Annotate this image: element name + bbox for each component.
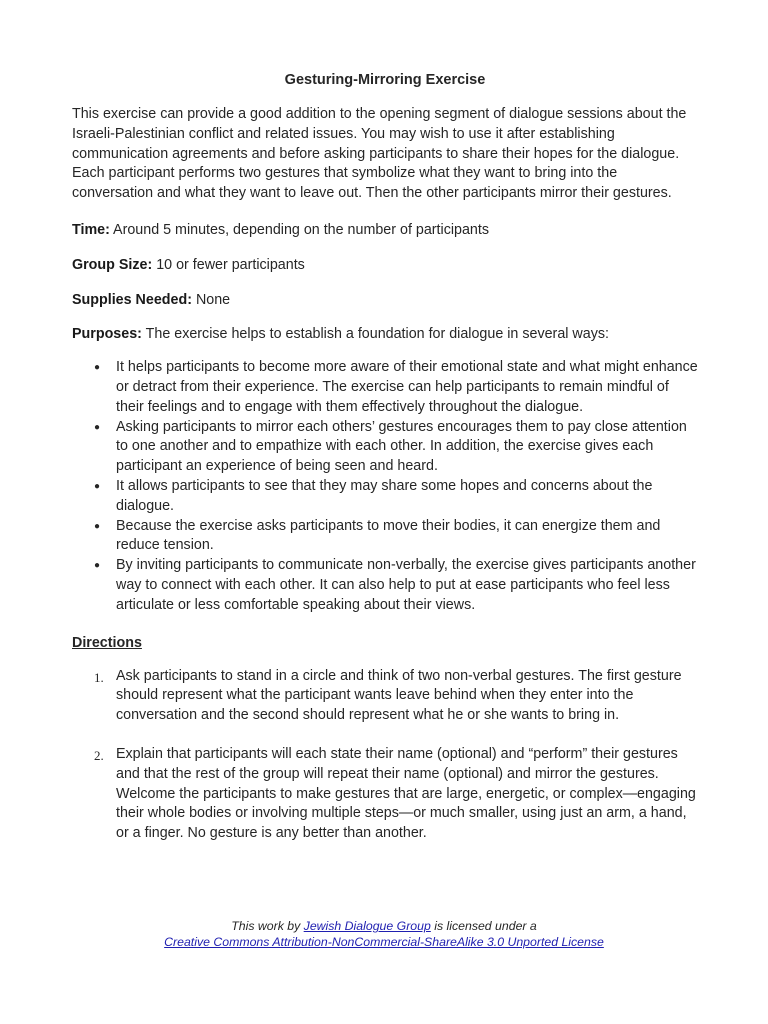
list-item — [72, 418, 698, 477]
supplies-label: Supplies Needed: — [72, 291, 192, 308]
list-item-text: It allows participants to see that they may share some hopes and concerns about the dialogue. — [116, 477, 653, 514]
jewish-dialogue-group-link[interactable]: Jewish Dialogue Group — [303, 919, 431, 933]
list-item — [72, 517, 698, 557]
creative-commons-license-link[interactable]: Creative Commons Attribution-NonCommercial-ShareAlike 3.0 Unported License — [164, 935, 604, 949]
directions-heading: Directions — [72, 634, 142, 651]
list-item — [72, 358, 698, 417]
step-text: Ask participants to stand in a circle and think of two non-verbal gestures. The first gesture should represent what the participant wants leave behind when they enter into the conversation and the second should represent what he or she wants to bring in. — [116, 667, 682, 724]
license-footer — [0, 918, 768, 950]
purposes-field — [72, 325, 698, 345]
bullet-icon: ● — [94, 480, 101, 492]
bullet-icon: ● — [94, 520, 101, 532]
supplies-field — [72, 291, 698, 311]
supplies-value: None — [191, 291, 231, 308]
list-item-text: By inviting participants to communicate non-verbally, the exercise gives participants another way to connect with each other. It can also help to put at ease participants who feel less articulate or less comfortable speaking about their views. — [116, 557, 696, 613]
directions-list — [72, 667, 698, 844]
group-size-value: 10 or fewer participants — [152, 256, 305, 273]
bullet-icon: ● — [94, 362, 101, 374]
time-label: Time: — [72, 221, 110, 238]
footer-suffix: is licensed under a — [430, 919, 537, 933]
list-item-text: Asking participants to mirror each others’ gestures encourages them to pay close attention to one another and to empathize with each other. In addition, the exercise gives each participant an experience of being seen and heard. — [116, 418, 687, 475]
list-item — [72, 477, 698, 517]
purposes-list — [72, 358, 698, 615]
bullet-icon: ● — [94, 421, 101, 433]
list-item — [72, 667, 698, 726]
group-size-field — [72, 256, 698, 276]
group-size-label: Group Size: — [72, 256, 153, 273]
time-field — [72, 221, 698, 241]
purposes-label: Purposes: — [72, 326, 142, 343]
purposes-value: The exercise helps to establish a foundation for dialogue in several ways: — [141, 326, 609, 343]
step-number: 1. — [94, 669, 104, 685]
bullet-icon: ● — [94, 560, 101, 572]
list-item — [72, 745, 698, 844]
step-text: Explain that participants will each state their name (optional) and “perform” their gestures and that the rest of the group will repeat their name (optional) and mirror the gestures. Welcome the participants to make gestures that are large, energetic, or complex—engaging their whole bodies or involving multiple steps—or much smaller, using just an arm, a hand, or a finger. No gesture is any better than another. — [116, 745, 696, 842]
list-item-text: Because the exercise asks participants to move their bodies, it can energize them and reduce tension. — [116, 517, 661, 554]
footer-line-1 — [0, 918, 768, 934]
time-value: Around 5 minutes, depending on the number of participants — [109, 221, 489, 238]
document-title: Gesturing-Mirroring Exercise — [284, 72, 486, 88]
intro-paragraph: This exercise can provide a good addition to the opening segment of dialogue sessions about the Israeli-Palestinian conflict and related issues. You may wish to use it after establishing communication agreements and before asking participants to share their hopes for the dialogue. Each participant performs two gestures that symbolize what they want to bring into the conversation and what they want to leave out. Then the other participants mirror their gestures. — [72, 106, 687, 202]
list-item-text: It helps participants to become more aware of their emotional state and what might enhance or detract from their experience. The exercise can help participants to remain mindful of their feelings and to engage with them effectively throughout the dialogue. — [116, 359, 698, 415]
step-number: 2. — [94, 747, 104, 763]
list-item — [72, 556, 698, 615]
footer-line-2 — [0, 934, 768, 950]
footer-prefix: This work by — [231, 919, 304, 933]
